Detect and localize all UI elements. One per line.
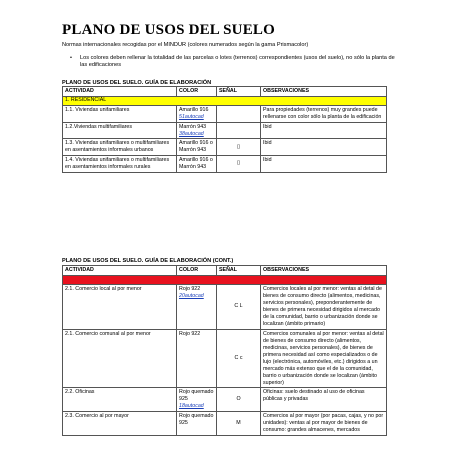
cell-actividad: 1.3. Viviendas unifamiliares o multifamiliares en asentamientos informales urbanos <box>63 139 177 156</box>
autocad-link[interactable]: 20autocad <box>179 292 204 299</box>
col-observaciones: OBSERVACIONES <box>261 266 387 276</box>
cell-senal <box>217 106 261 123</box>
table-row <box>63 106 387 123</box>
autocad-link[interactable]: 18autocad <box>179 403 204 410</box>
cell-color: Rojo 922 <box>177 329 217 388</box>
cell-actividad: 1.1. Viviendas unifamiliares <box>63 106 177 123</box>
cell-actividad: 2.2. Oficinas <box>63 388 177 412</box>
color-name: Amarillo 916 <box>179 106 209 113</box>
table-row <box>63 285 387 330</box>
autocad-link[interactable]: 38autocad <box>179 130 204 137</box>
cell-senal <box>217 122 261 139</box>
col-senal: SEÑAL <box>217 266 261 276</box>
cell-color: Amarillo 916 o Marrón 943 <box>177 155 217 172</box>
table1-header-row <box>63 87 387 97</box>
table-row <box>63 388 387 412</box>
table2 <box>62 265 387 436</box>
cell-color <box>177 122 217 139</box>
autocad-link[interactable]: 51autocad <box>179 113 204 120</box>
cell-observaciones: Ibid <box>261 122 387 139</box>
cell-senal: M <box>217 411 261 435</box>
col-senal: SEÑAL <box>217 87 261 97</box>
section-row <box>63 96 387 106</box>
col-observaciones: OBSERVACIONES <box>261 87 387 97</box>
table2-heading: PLANO DE USOS DEL SUELO. GUÍA DE ELABORACIÓN (CONT.) <box>62 258 234 264</box>
section-comercio: 2. COMERCIO <box>63 275 387 285</box>
cell-actividad: 2.1. Comercio local al por menor <box>63 285 177 330</box>
cell-senal: C c <box>217 329 261 388</box>
cell-observaciones: Comercios locales al por menor: ventas al detal de bienes de consumo directo (alimentos, medicinas, servicios personales), preponderantemente de bienes de primera necesidad dirigidos al mercado de la comunidad, barrio o urbanización donde se localizan (ámbito primario) <box>261 285 387 330</box>
cell-senal: ▯ <box>217 139 261 156</box>
table-row <box>63 122 387 139</box>
table1-heading: PLANO DE USOS DEL SUELO. GUÍA DE ELABORACIÓN <box>62 80 212 86</box>
table-row <box>63 411 387 435</box>
cell-observaciones: Oficinas: suelo destinado al uso de oficinas públicas y privadas <box>261 388 387 412</box>
section-row <box>63 275 387 285</box>
cell-observaciones: Para propiedades (terrenos) muy grandes puede rellenarse con color sólo la planta de la edificación <box>261 106 387 123</box>
cell-actividad: 1.4. Viviendas unifamiliares o multifamiliares en asentamientos informales rurales <box>63 155 177 172</box>
section-residencial: 1. RESIDENCIAL <box>63 96 387 106</box>
table1 <box>62 86 387 173</box>
cell-color: Amarillo 916 o Marrón 943 <box>177 139 217 156</box>
cell-actividad: 1.2.Viviendas multifamiliares <box>63 122 177 139</box>
table-row <box>63 155 387 172</box>
page-title: PLANO DE USOS DEL SUELO <box>62 22 275 38</box>
table2-header-row <box>63 266 387 276</box>
cell-observaciones: Ibid <box>261 139 387 156</box>
cell-actividad: 2.1. Comercio comunal al por menor <box>63 329 177 388</box>
cell-observaciones: Ibid <box>261 155 387 172</box>
bullet-note <box>70 55 400 69</box>
cell-actividad: 2.3. Comercio al por mayor <box>63 411 177 435</box>
cell-senal: ▯ <box>217 155 261 172</box>
cell-observaciones: Comercios comunales al por menor: ventas al detal de bienes de consumo directo (alimentos, medicinas, servicios personales), de bienes de primera necesidad así como especializados o de lujo (electrónica, automóviles, etc.) dirigidos a un mercado más extenso que el de la comunidad, barrio o urbanización donde se localizan (ámbito superior) <box>261 329 387 388</box>
col-color: COLOR <box>177 266 217 276</box>
col-actividad: ACTIVIDAD <box>63 87 177 97</box>
color-name: Marrón 943 <box>179 123 207 130</box>
table-row <box>63 139 387 156</box>
table-row <box>63 329 387 388</box>
cell-color <box>177 388 217 412</box>
bullet-dot: • <box>70 55 72 61</box>
cell-color <box>177 106 217 123</box>
cell-observaciones: Comercios al por mayor (por pacas, cajas, y no por unidades): ventas al por mayor de bienes de consumo: grandes almacenes, mercados <box>261 411 387 435</box>
cell-color: Rojo quemado 925 <box>177 411 217 435</box>
cell-senal: O <box>217 388 261 412</box>
cell-senal: C L <box>217 285 261 330</box>
color-name: Rojo 922 <box>179 285 201 292</box>
col-color: COLOR <box>177 87 217 97</box>
cell-color <box>177 285 217 330</box>
col-actividad: ACTIVIDAD <box>63 266 177 276</box>
bullet-text: Los colores deben rellenar la totalidad de las parcelas o lotes (terrenos) correspondientes (usos del suelo), no sólo la planta de las edificaciones <box>80 55 395 68</box>
page-subtitle: Normas internacionales recogidas por el MINDUR (colores numerados según la gama Prismacolor) <box>62 42 309 48</box>
color-name: Rojo quemado 925 <box>179 389 214 403</box>
